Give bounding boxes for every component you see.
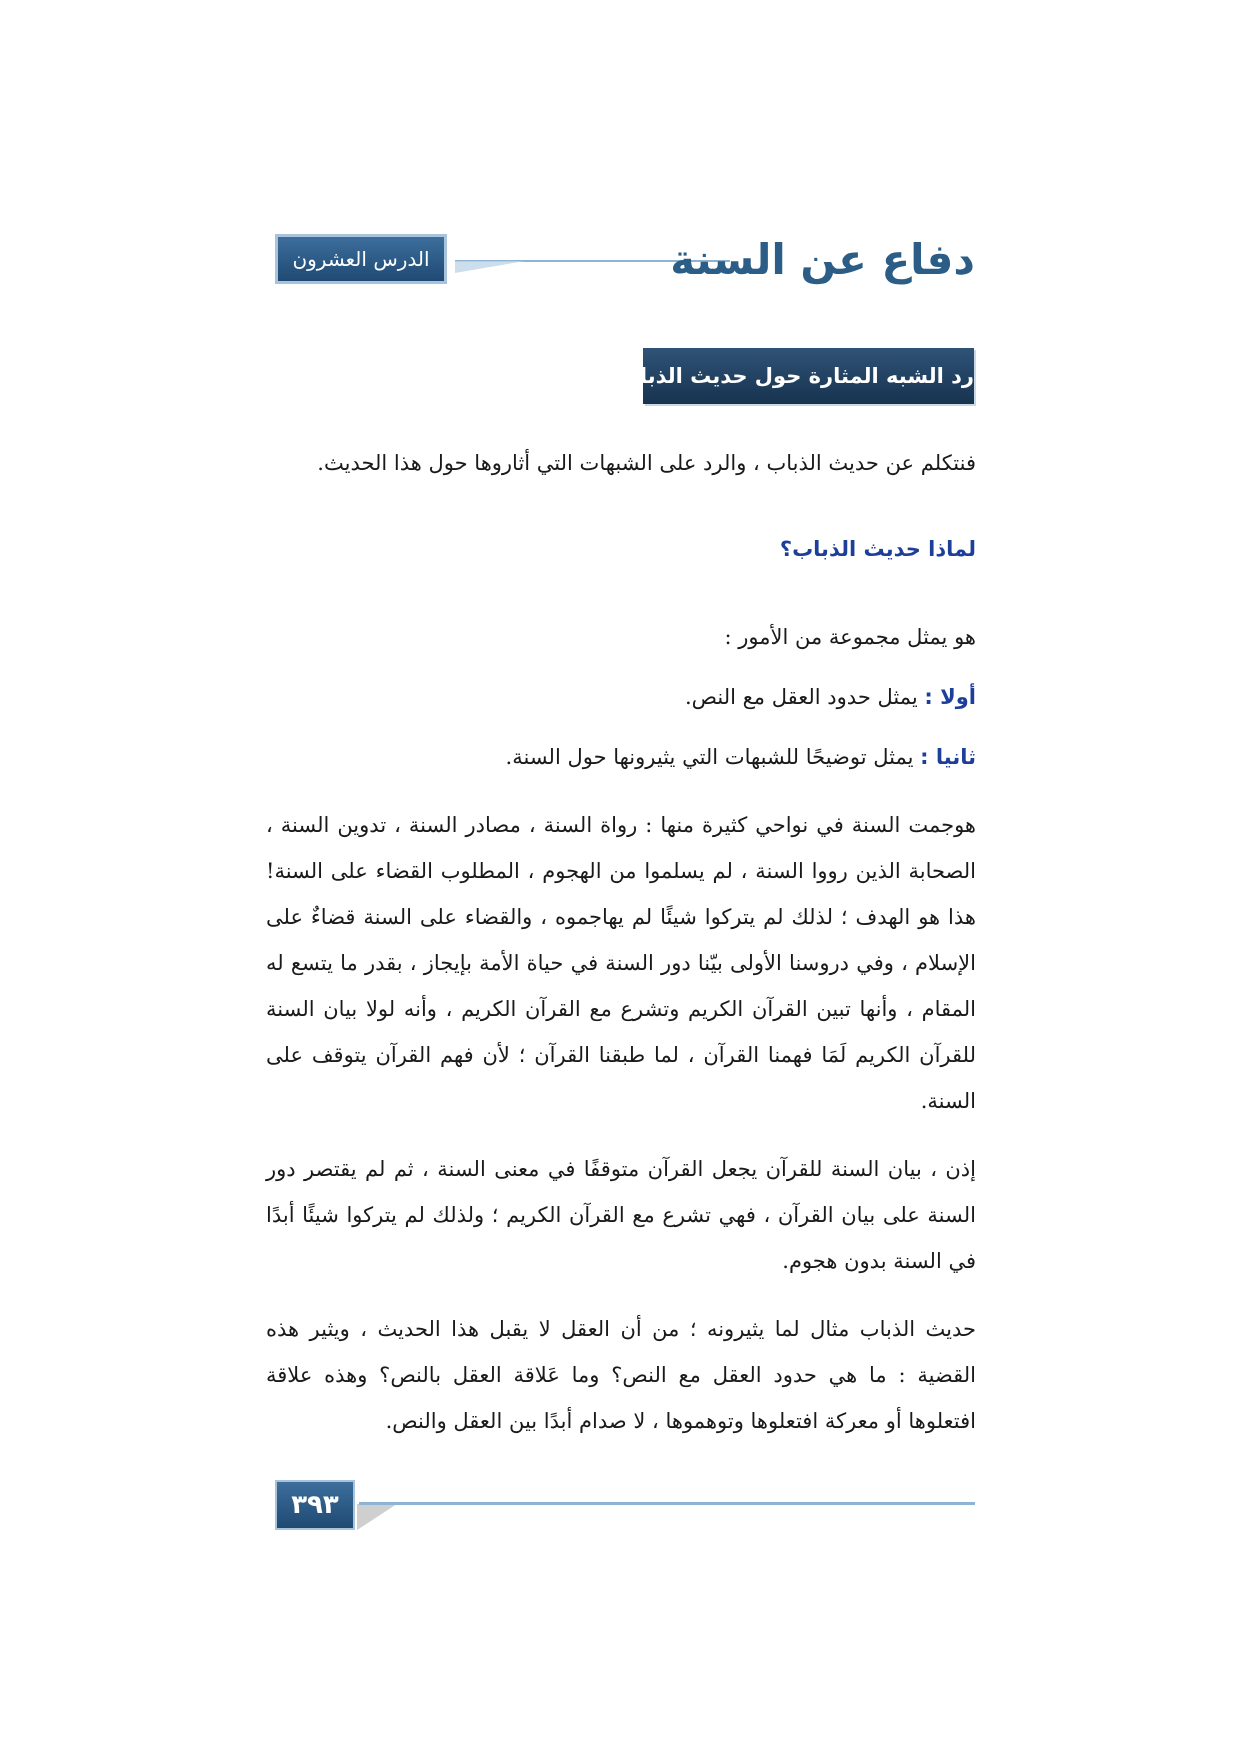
page-number-badge: ٣٩٣	[275, 1480, 355, 1530]
page-body	[266, 440, 976, 1466]
lesson-label-badge: الدرس العشرون	[275, 234, 447, 284]
point-one	[266, 674, 976, 720]
subheading: لماذا حديث الذباب؟	[779, 537, 976, 561]
point-one-text: يمثل حدود العقل مع النص.	[684, 685, 918, 709]
body-paragraph-1: هوجمت السنة في نواحي كثيرة منها : رواة السنة ، مصادر السنة ، تدوين السنة ، الصحابة الذين رووا السنة ، لم يسلموا من الهجوم ، المطلوب القضاء على السنة! هذا هو الهدف ؛ لذلك لم يتركوا شيئًا لم يهاجموه ، والقضاء على السنة قضاءٌ على الإسلام ، وفي دروسنا الأولى بيّنا دور السنة في حياة الأمة بإيجاز ، بقدر ما يتسع له المقام ، وأنها تبين القرآن الكريم وتشرع مع القرآن الكريم ، وأنه لولا بيان السنة للقرآن الكريم لَمَا فهمنا القرآن ، لما طبقنا القرآن ؛ لأن فهم القرآن يتوقف على السنة.	[266, 813, 976, 1113]
footer-divider-accent	[357, 1504, 397, 1530]
body-paragraph-2: إذن ، بيان السنة للقرآن يجعل القرآن متوقفًا في معنى السنة ، ثم لم يقتصر دور السنة على بيان القرآن ، فهي تشرع مع القرآن الكريم ؛ ولذلك لم يتركوا شيئًا أبدًا في السنة بدون هجوم.	[266, 1157, 976, 1273]
point-two	[266, 734, 976, 780]
list-intro: هو يمثل مجموعة من الأمور :	[724, 625, 976, 649]
section-title: رد الشبه المثارة حول حديث الذباب	[643, 348, 974, 404]
intro-paragraph: فنتكلم عن حديث الذباب ، والرد على الشبهات التي أثاروها حول هذا الحديث.	[317, 451, 976, 475]
body-paragraph-3: حديث الذباب مثال لما يثيرونه ؛ من أن العقل لا يقبل هذا الحديث ، ويثير هذه القضية : ما هي حدود العقل مع النص؟ وما عَلاقة العقل بالنص؟ وهذه علاقة افتعلوها أو معركة افتعلوها وتوهموها ، لا صدام أبدًا بين العقل والنص.	[266, 1317, 976, 1433]
header-divider-accent	[455, 261, 525, 273]
point-two-label: ثانيا :	[920, 745, 976, 769]
book-title: دفاع عن السنة	[670, 235, 975, 284]
point-one-label: أولا :	[924, 685, 976, 709]
footer-divider	[359, 1502, 975, 1505]
page-footer	[275, 1480, 975, 1536]
page-header	[275, 232, 975, 288]
point-two-text: يمثل توضيحًا للشبهات التي يثيرونها حول السنة.	[505, 745, 914, 769]
